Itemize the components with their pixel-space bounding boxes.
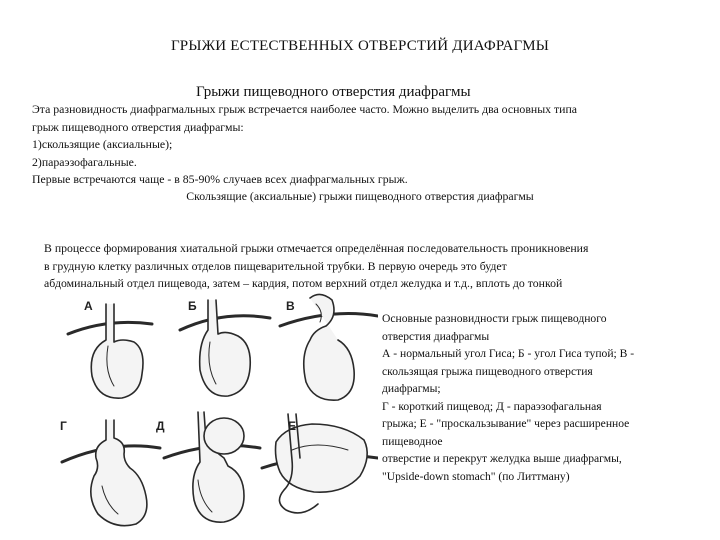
- figure-label-f: Е: [288, 419, 297, 433]
- figure-label-a: А: [84, 299, 93, 313]
- caption-line: Г - короткий пищевод; Д - параэзофагальная: [382, 399, 602, 413]
- stomach-c-diagram: [280, 294, 378, 400]
- caption-line: "Upside-down stomach" (по Литтману): [382, 469, 570, 483]
- list-item: 1)скользящие (аксиальные);: [32, 137, 173, 151]
- paragraph-line: В процессе формирования хиатальной грыжи отмечается определённая последовательность проникновения: [44, 241, 589, 255]
- figure-label-b: Б: [188, 299, 197, 313]
- caption-line: А - нормальный угол Гиса; Б - угол Гиса тупой; В -: [382, 347, 635, 360]
- figure-label-e: Д: [156, 419, 165, 433]
- intro-line: Эта разновидность диафрагмальных грыж встречается наиболее часто. Можно выделить два основных типа: [32, 102, 578, 116]
- caption-line: Основные разновидности грыж пищеводного: [382, 312, 607, 325]
- figure-caption: [382, 310, 700, 485]
- stomach-d-diagram: [62, 420, 160, 526]
- caption-line: отверстия диафрагмы: [382, 329, 490, 343]
- figure-label-d: Г: [60, 419, 67, 433]
- page-title: ГРЫЖИ ЕСТЕСТВЕННЫХ ОТВЕРСТИЙ ДИАФРАГМЫ: [170, 38, 550, 54]
- caption-line: пищеводное: [382, 434, 443, 448]
- sliding-hernia-heading: Скользящие (аксиальные) грыжи пищеводного отверстия диафрагмы: [186, 189, 534, 203]
- section-subtitle: Грыжи пищеводного отверстия диафрагмы: [196, 84, 471, 100]
- list-item: 2)параэзофагальные.: [32, 154, 137, 169]
- caption-line: диафрагмы;: [382, 382, 441, 395]
- caption-line: отверстие и перекрут желудка выше диафрагмы,: [382, 452, 622, 465]
- stomach-b-diagram: [180, 300, 270, 396]
- paragraph-line: абдоминальный отдел пищевода, затем – кардия, потом верхний отдел желудка и т.д., вплоть до тонкой: [44, 276, 563, 290]
- intro-line: Первые встречаются чаще - в 85-90% случаев всех диафрагмальных грыж.: [32, 172, 408, 186]
- paragraph-line: в грудную клетку различных отделов пищеварительной трубки. В первую очередь это будет: [44, 258, 507, 273]
- stomach-e-diagram: [164, 412, 260, 522]
- hernia-types-figure: [48, 290, 378, 540]
- intro-block: [32, 101, 702, 189]
- caption-line: скользящая грыжа пищеводного отверстия: [382, 364, 593, 378]
- figure-label-c: В: [286, 299, 295, 313]
- intro-line: грыж пищеводного отверстия диафрагмы:: [32, 119, 244, 134]
- caption-line: грыжа; Е - "проскальзывание" через расширенное: [382, 417, 630, 430]
- stomach-f-diagram: [262, 414, 378, 513]
- stomach-a-diagram: [68, 304, 152, 398]
- formation-paragraph: [44, 240, 700, 293]
